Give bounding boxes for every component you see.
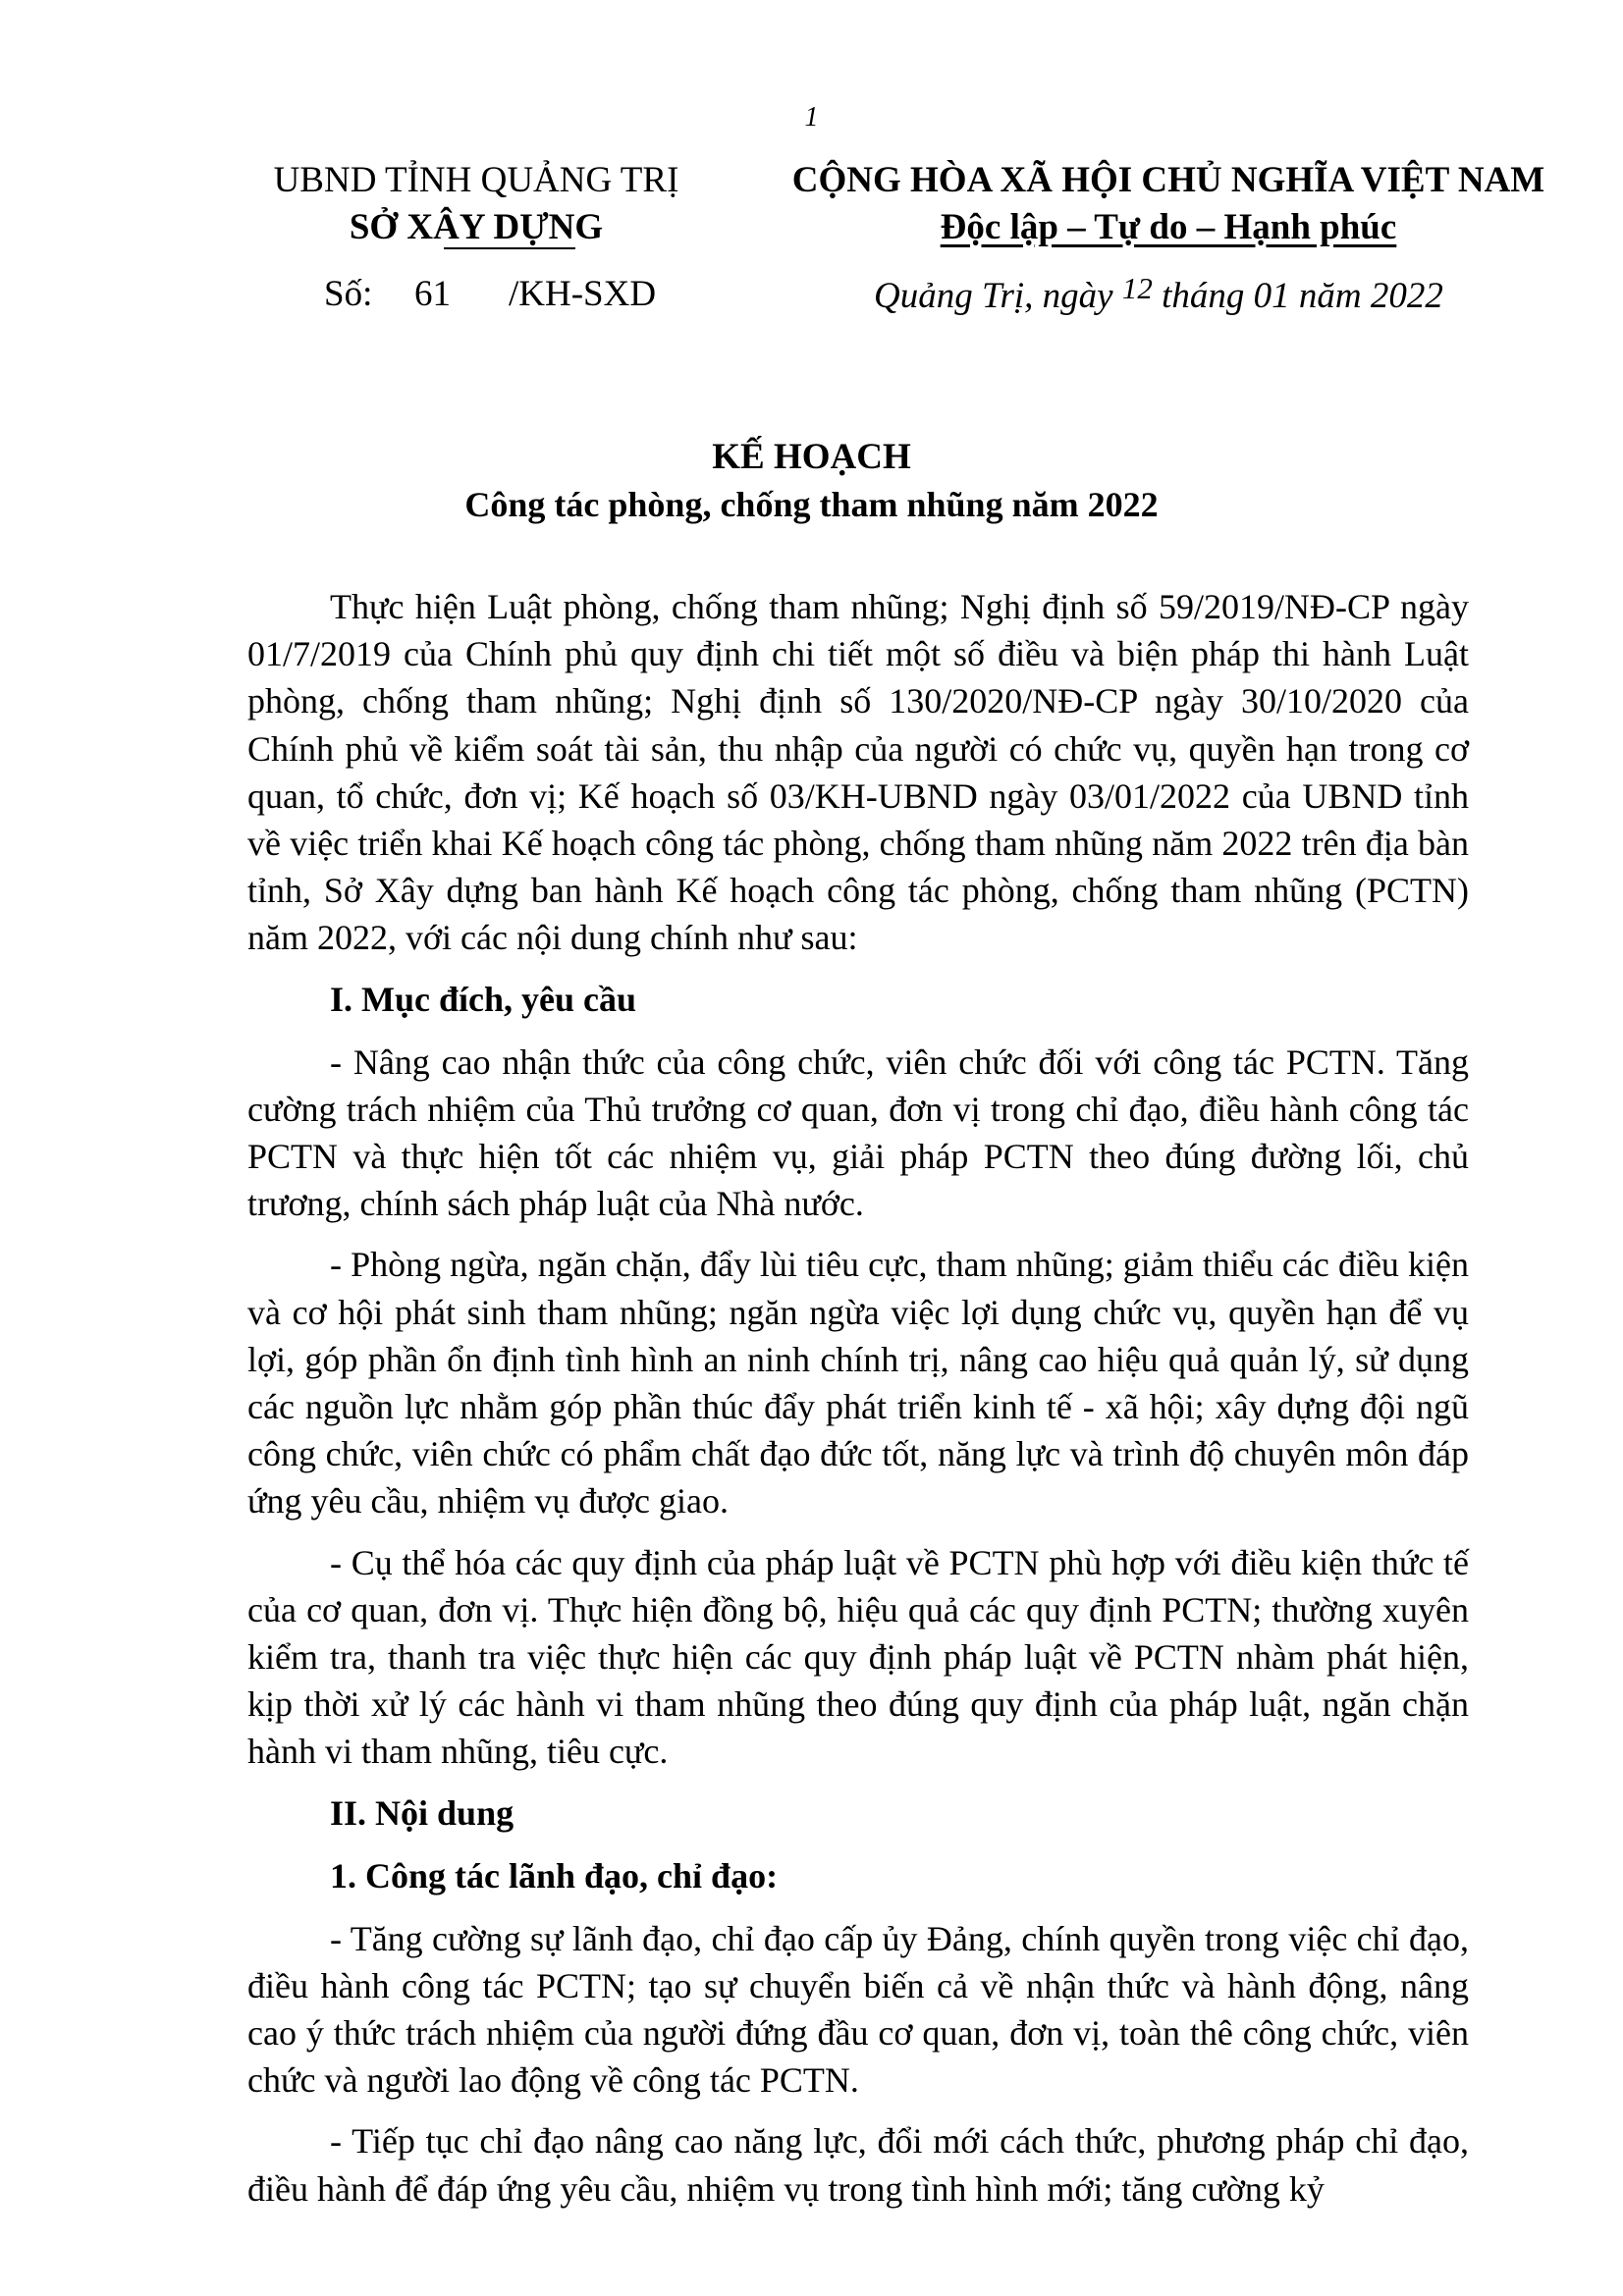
purpose-paragraph-3: - Cụ thể hóa các quy định của pháp luật về PCTN phù hợp với điều kiện thức tế của cơ quan, đơn vị. Thực hiện đồng bộ, hiệu quả các quy định PCTN; thường xuyên kiểm tra, thanh tra việc thực hiện các quy định pháp luật về PCTN nhàm phát hiện, kịp thời xử lý các hành vi tham nhũng theo đúng quy định của pháp luật, ngăn chặn hành vi tham nhũng, tiêu cực. <box>247 1542 1469 1772</box>
subsection-heading-leadership: 1. Công tác lãnh đạo, chỉ đạo: <box>330 1855 779 1896</box>
leadership-paragraph-2: - Tiếp tục chỉ đạo nâng cao năng lực, đổi mới cách thức, phương pháp chỉ đạo, điều hành để đáp ứng yêu cầu, nhiệm vụ trong tình hình mới; tăng cường kỷ <box>247 2121 1469 2209</box>
intro-paragraph: Thực hiện Luật phòng, chống tham nhũng; Nghị định số 59/2019/NĐ-CP ngày 01/7/2019 của Chính phủ quy định chi tiết một số điều và biện pháp thi hành Luật phòng, chống tham nhũng; Nghị định số 130/2020/NĐ-CP ngày 30/10/2020 của Chính phủ về kiểm soát tài sản, thu nhập của người có chức vụ, quyền hạn trong cơ quan, tổ chức, đơn vị; Kế hoạch số 03/KH-UBND ngày 03/01/2022 của UBND tỉnh về việc triển khai Kế hoạch công tác phòng, chống tham nhũng năm 2022 trên địa bàn tỉnh, Sở Xây dựng ban hành Kế hoạch công tác phòng, chống tham nhũng (PCTN) năm 2022, với các nội dung chính như sau: <box>247 587 1469 958</box>
document-subtitle: Công tác phòng, chống tham nhũng năm 2022 <box>464 485 1159 524</box>
issue-date-suffix: tháng 01 năm 2022 <box>1162 276 1443 316</box>
leadership-paragraph-1: - Tăng cường sự lãnh đạo, chỉ đạo cấp ủy Đảng, chính quyền trong việc chỉ đạo, điều hành công tác PCTN; tạo sự chuyển biến cả về nhận thức và hành động, nâng cao ý thức trách nhiệm của người đứng đầu cơ quan, đơn vị, toàn thê công chức, viên chức và người lao động về công tác PCTN. <box>247 1918 1469 2101</box>
national-motto: Độc lập – Tự do – Hạnh phúc <box>940 207 1397 247</box>
issue-date <box>874 265 1443 320</box>
issuing-department: SỞ XÂY DỰNG <box>349 207 604 247</box>
issue-date-day: 12 <box>1121 271 1153 305</box>
document-number-value: 61 <box>414 274 451 314</box>
document-number <box>324 271 656 318</box>
national-title: CỘNG HÒA XÃ HỘI CHỦ NGHĨA VIỆT NAM <box>791 160 1545 200</box>
document-body <box>247 583 1469 2226</box>
document-number-label: Số: <box>324 274 373 314</box>
section-heading-content: II. Nội dung <box>330 1792 514 1833</box>
purpose-paragraph-1: - Nâng cao nhận thức của công chức, viên chức đối với công tác PCTN. Tăng cường trách nhiệm của Thủ trưởng cơ quan, đơn vị trong chỉ đạo, điều hành công tác PCTN và thực hiện tốt các nhiệm vụ, giải pháp PCTN theo đúng đường lối, chủ trương, chính sách pháp luật của Nhà nước. <box>247 1041 1469 1224</box>
section-heading-purpose: I. Mục đích, yêu cầu <box>330 979 637 1019</box>
purpose-paragraph-2: - Phòng ngừa, ngăn chặn, đẩy lùi tiêu cực, tham nhũng; giảm thiểu các điều kiện và cơ hội phát sinh tham nhũng; ngăn ngừa việc lợi dụng chức vụ, quyền hạn để vụ lợi, góp phần ổn định tình hình an ninh chính trị, nâng cao hiệu quả quản lý, sử dụng các nguồn lực nhằm góp phần thúc đẩy phát triển kinh tế - xã hội; xây dựng đội ngũ công chức, viên chức có phẩm chất đạo đức tốt, năng lực và trình độ chuyên môn đáp ứng yêu cầu, nhiệm vụ được giao. <box>247 1245 1469 1522</box>
document-title: KẾ HOẠCH <box>712 437 911 477</box>
header-divider <box>444 247 575 249</box>
issuing-authority: UBND TỈNH QUẢNG TRỊ <box>273 160 679 200</box>
issue-date-prefix: Quảng Trị, ngày <box>874 276 1113 316</box>
page-number: 1 <box>804 102 819 133</box>
document-number-code: /KH-SXD <box>509 274 657 314</box>
